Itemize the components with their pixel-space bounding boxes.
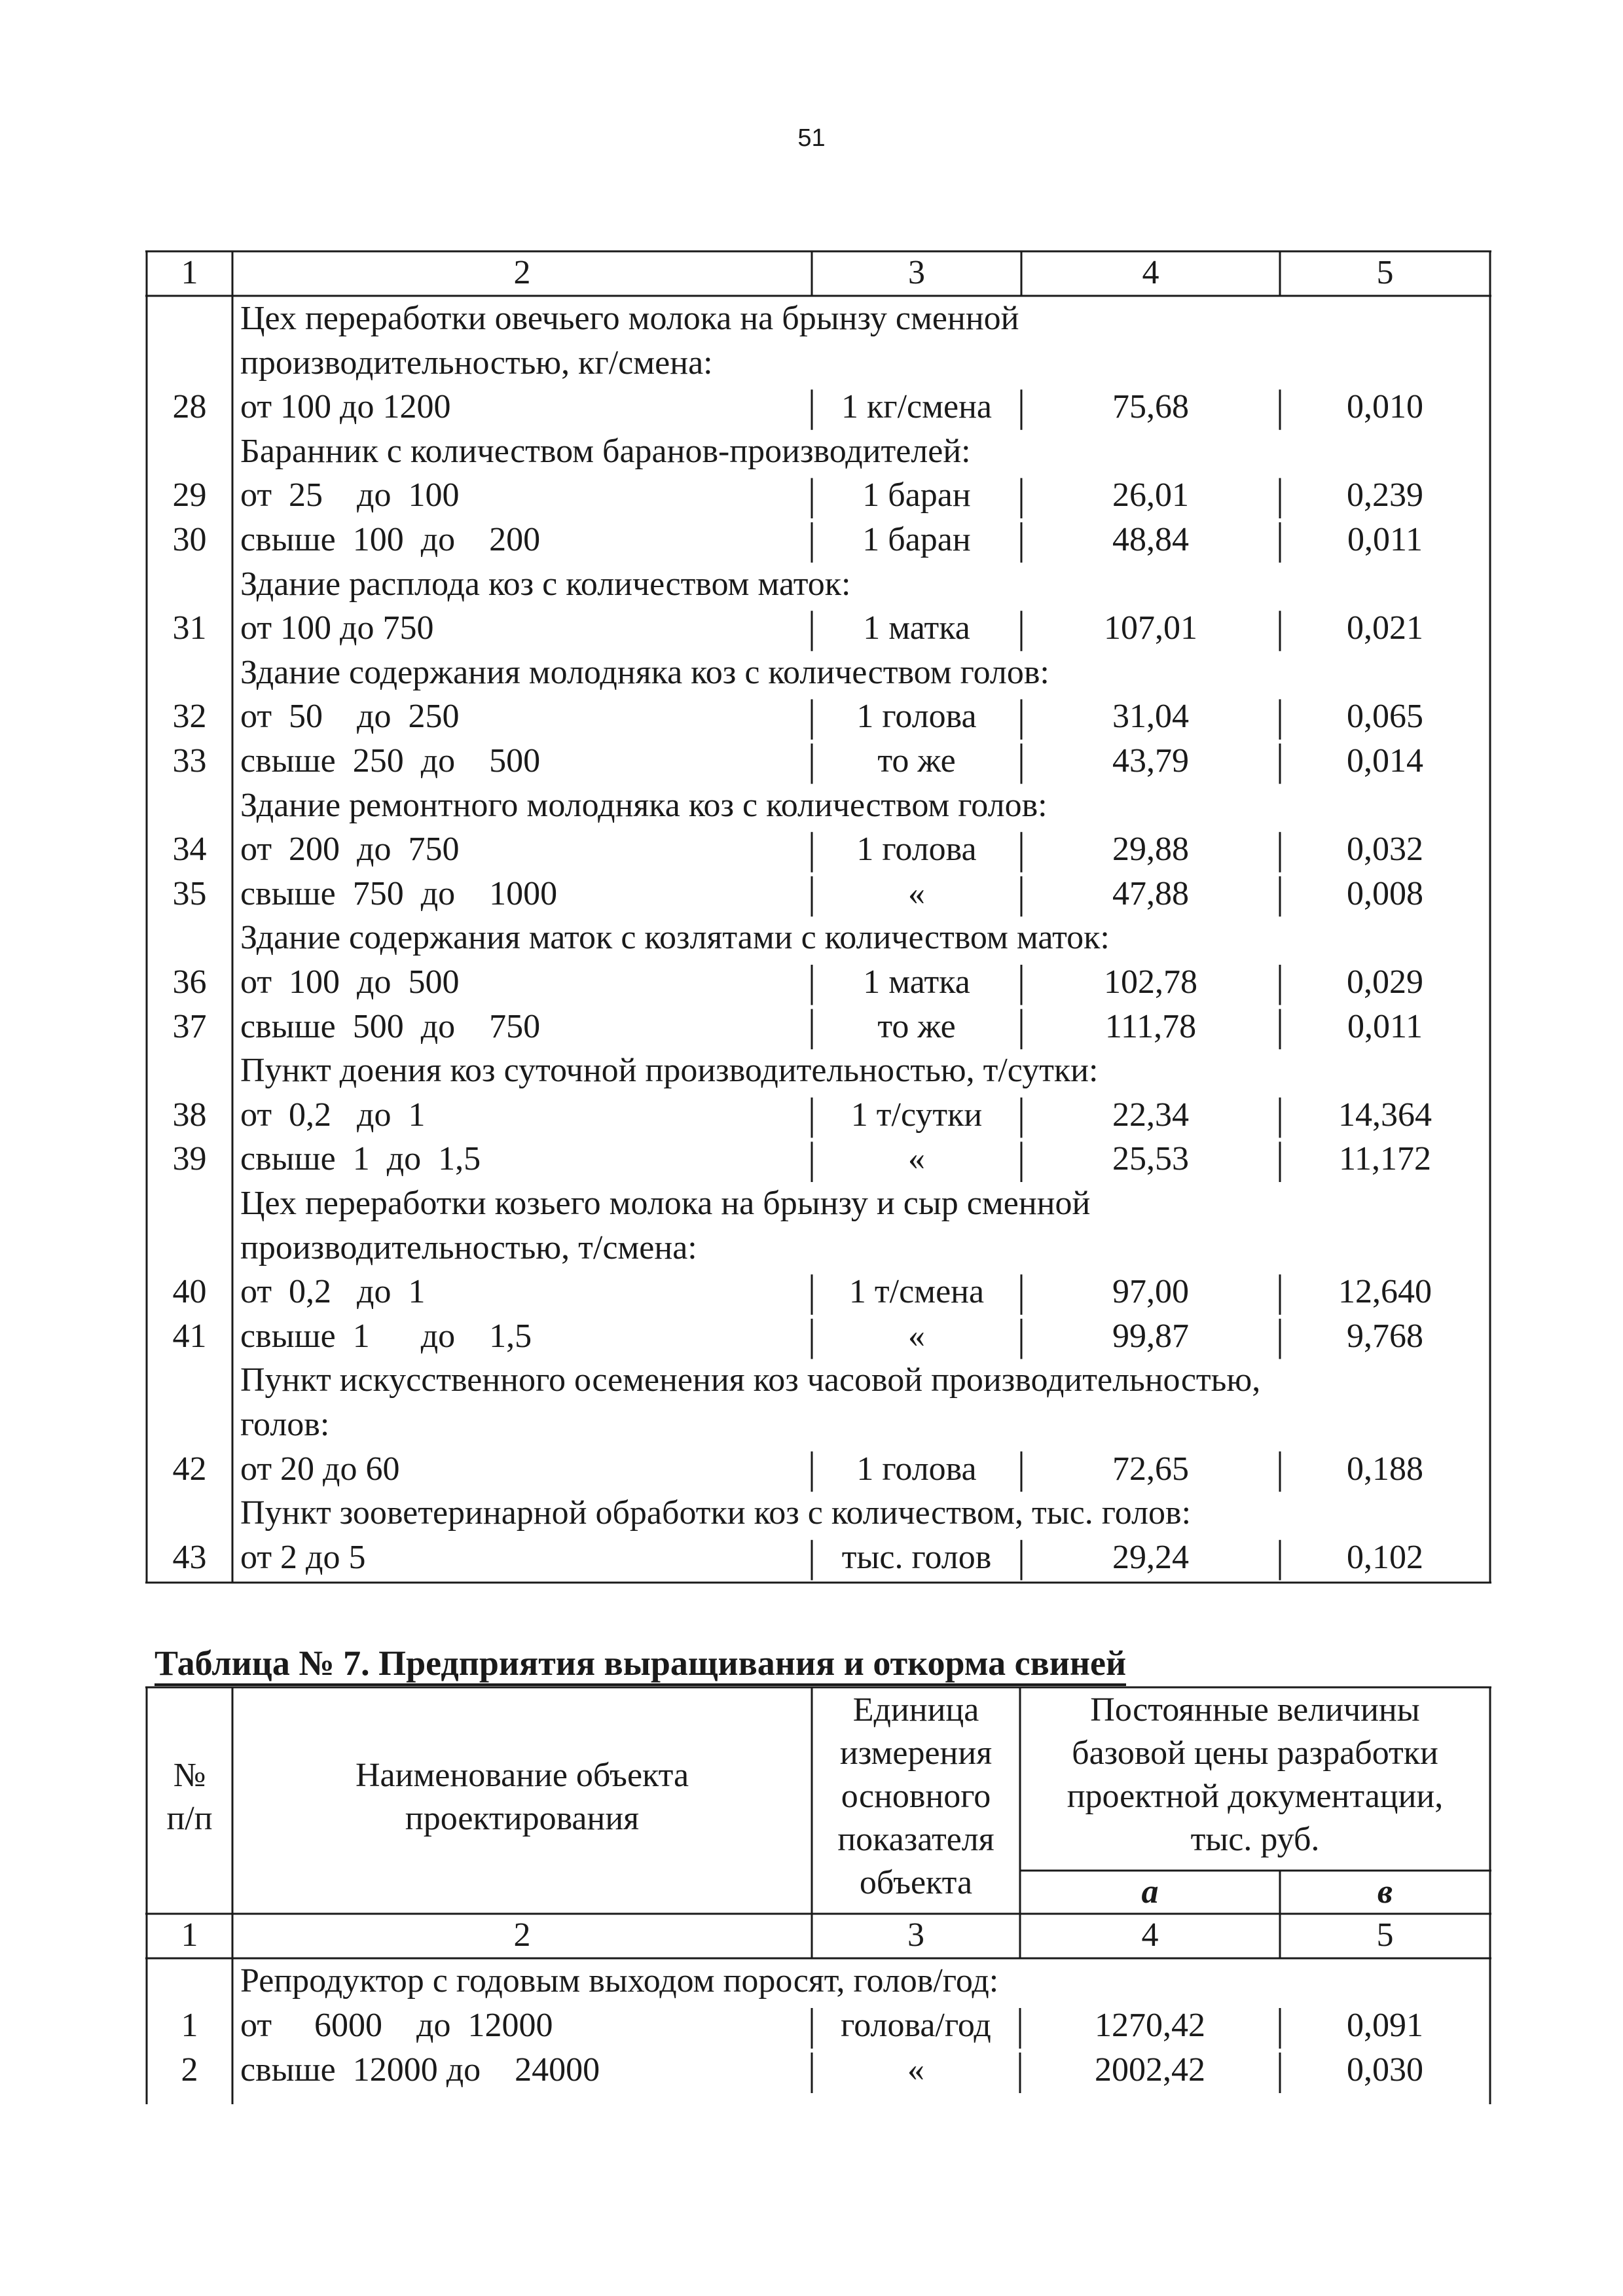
header-col2-line: Наименование объекта: [355, 1757, 689, 1794]
header-col45-line: проектной документации,: [1067, 1778, 1444, 1815]
value-a: 29,88: [1112, 831, 1189, 869]
row-number: 33: [172, 742, 207, 780]
row-number: 30: [172, 521, 207, 558]
unit-of-measure: «: [908, 874, 925, 912]
row-number: 29: [172, 476, 207, 514]
group-heading: Баранник с количеством баранов-производителей:: [240, 432, 971, 470]
group-heading: производительностью, кг/смена:: [240, 344, 713, 382]
value-a: 25,53: [1112, 1140, 1189, 1178]
value-a: 75,68: [1112, 388, 1189, 426]
object-name: от 25 до 100: [240, 476, 460, 514]
value-a: 22,34: [1112, 1096, 1189, 1134]
header-col2: [232, 1754, 812, 1840]
object-name: свыше 1 до 1,5: [240, 1317, 532, 1355]
row-number: 42: [172, 1450, 207, 1488]
value-b: 0,091: [1347, 2007, 1423, 2044]
col-number-1: 1: [181, 254, 198, 291]
header-col5-sub: в: [1377, 1873, 1393, 1910]
value-b: 0,011: [1347, 521, 1423, 558]
col-number-2: 2: [513, 1916, 531, 1954]
value-a: 97,00: [1112, 1273, 1189, 1311]
object-name: свыше 250 до 500: [240, 742, 541, 780]
object-name: от 0,2 до 1: [240, 1096, 426, 1134]
header-col3-line: измерения: [839, 1734, 993, 1772]
value-b: 12,640: [1338, 1273, 1432, 1311]
row-number: 35: [172, 874, 207, 912]
header-col3: [812, 1689, 1020, 1905]
value-b: 0,065: [1347, 698, 1423, 736]
object-name: от 0,2 до 1: [240, 1273, 426, 1311]
unit-of-measure: 1 кг/смена: [841, 388, 992, 426]
row-number: 43: [172, 1538, 207, 1576]
group-heading: Цех переработки овечьего молока на брынзу сменной: [240, 300, 1019, 337]
row-number: 1: [181, 2007, 198, 2044]
row-number: 31: [172, 609, 207, 647]
value-a: 29,24: [1112, 1538, 1189, 1576]
col-number-5: 5: [1376, 254, 1394, 291]
header-col45-line: тыс. руб.: [1190, 1821, 1320, 1858]
header-col45: [1020, 1689, 1490, 1861]
value-b: 0,239: [1347, 476, 1423, 514]
object-name: от 6000 до 12000: [240, 2007, 553, 2044]
col-number-5: 5: [1376, 1916, 1394, 1954]
header-col45-line: Постоянные величины: [1090, 1691, 1420, 1729]
unit-of-measure: 1 голова: [856, 1450, 977, 1488]
unit-of-measure: 1 баран: [862, 476, 971, 514]
header-col1-line: №: [173, 1757, 206, 1794]
group-heading: голов:: [240, 1406, 330, 1443]
row-number: 39: [172, 1140, 207, 1178]
col-number-1: 1: [181, 1916, 198, 1954]
row-number: 38: [172, 1096, 207, 1134]
row-number: 36: [172, 963, 207, 1001]
col-number-4: 4: [1142, 254, 1159, 291]
unit-of-measure: то же: [877, 1007, 956, 1045]
header-col3-line: показателя: [837, 1821, 994, 1858]
unit-of-measure: «: [907, 2051, 924, 2089]
object-name: свыше 12000 до 24000: [240, 2051, 600, 2089]
value-a: 72,65: [1112, 1450, 1189, 1488]
value-b: 11,172: [1338, 1140, 1432, 1178]
header-col45-line: базовой цены разработки: [1072, 1734, 1438, 1772]
value-a: 99,87: [1112, 1317, 1189, 1355]
header-col1: [147, 1754, 232, 1840]
unit-of-measure: голова/год: [841, 2007, 991, 2044]
header-col4-sub: а: [1141, 1873, 1159, 1910]
unit-of-measure: 1 т/смена: [848, 1273, 985, 1311]
value-b: 0,010: [1347, 388, 1423, 426]
row-number: 41: [172, 1317, 207, 1355]
header-col1-line: п/п: [166, 1800, 213, 1837]
unit-of-measure: 1 т/сутки: [850, 1096, 983, 1134]
object-name: от 200 до 750: [240, 831, 460, 869]
object-name: от 100 до 1200: [240, 388, 451, 426]
object-name: от 20 до 60: [240, 1450, 400, 1488]
object-name: от 50 до 250: [240, 698, 460, 736]
value-a: 43,79: [1112, 742, 1189, 780]
group-heading: Репродуктор с годовым выходом поросят, голов/год:: [240, 1962, 999, 2000]
object-name: от 100 до 500: [240, 963, 460, 1001]
row-number: 40: [172, 1273, 207, 1311]
unit-of-measure: 1 матка: [863, 609, 970, 647]
value-a: 107,01: [1104, 609, 1197, 647]
value-b: 0,032: [1347, 831, 1423, 869]
value-a: 48,84: [1112, 521, 1189, 558]
object-name: свыше 500 до 750: [240, 1007, 541, 1045]
object-name: свыше 100 до 200: [240, 521, 541, 558]
header-col3-line: объекта: [859, 1864, 973, 1901]
header-col2-line: проектирования: [405, 1800, 640, 1837]
unit-of-measure: 1 баран: [862, 521, 971, 558]
col-number-2: 2: [513, 254, 531, 291]
col-number-3: 3: [908, 254, 925, 291]
row-number: 34: [172, 831, 207, 869]
value-b: 0,021: [1347, 609, 1423, 647]
value-a: 111,78: [1104, 1007, 1197, 1045]
group-heading: Здание ремонтного молодняка коз с количеством голов:: [240, 786, 1048, 824]
value-a: 1270,42: [1095, 2007, 1205, 2044]
object-name: свыше 750 до 1000: [240, 874, 558, 912]
header-col3-line: основного: [841, 1778, 991, 1815]
unit-of-measure: 1 матка: [863, 963, 970, 1001]
group-heading: производительностью, т/смена:: [240, 1229, 697, 1266]
row-number: 32: [172, 698, 207, 736]
object-name: от 100 до 750: [240, 609, 434, 647]
value-a: 102,78: [1104, 963, 1197, 1001]
unit-of-measure: тыс. голов: [841, 1538, 992, 1576]
group-heading: Пункт доения коз суточной производительностью, т/сутки:: [240, 1052, 1099, 1090]
object-name: от 2 до 5: [240, 1538, 366, 1576]
value-a: 26,01: [1112, 476, 1189, 514]
value-a: 47,88: [1112, 874, 1189, 912]
group-heading: Пункт искусственного осеменения коз часовой производительностью,: [240, 1361, 1261, 1399]
value-b: 0,188: [1347, 1450, 1423, 1488]
unit-of-measure: 1 голова: [856, 831, 977, 869]
unit-of-measure: то же: [877, 742, 956, 780]
value-b: 14,364: [1338, 1096, 1432, 1134]
unit-of-measure: «: [908, 1140, 925, 1178]
value-b: 0,030: [1347, 2051, 1423, 2089]
col-number-4: 4: [1141, 1916, 1159, 1954]
value-b: 0,008: [1347, 874, 1423, 912]
value-a: 31,04: [1112, 698, 1189, 736]
value-b: 0,011: [1347, 1007, 1423, 1045]
row-number: 2: [181, 2051, 198, 2089]
value-a: 2002,42: [1095, 2051, 1205, 2089]
header-col3-line: Единица: [852, 1691, 979, 1729]
row-number: 37: [172, 1007, 207, 1045]
group-heading: Здание содержания маток с козлятами с количеством маток:: [240, 919, 1110, 957]
col-number-3: 3: [907, 1916, 924, 1954]
value-b: 9,768: [1347, 1317, 1423, 1355]
row-number: 28: [172, 388, 207, 426]
group-heading: Цех переработки козьего молока на брынзу и сыр сменной: [240, 1185, 1091, 1222]
group-heading: Пункт зооветеринарной обработки коз с количеством, тыс. голов:: [240, 1494, 1192, 1532]
value-b: 0,014: [1347, 742, 1423, 780]
group-heading: Здание расплода коз с количеством маток:: [240, 565, 851, 603]
object-name: свыше 1 до 1,5: [240, 1140, 481, 1178]
page-number: 51: [797, 124, 826, 152]
value-b: 0,102: [1347, 1538, 1423, 1576]
unit-of-measure: 1 голова: [856, 698, 977, 736]
unit-of-measure: «: [908, 1317, 925, 1355]
table7-title: Таблица № 7. Предприятия выращивания и откорма свиней: [155, 1643, 1126, 1686]
value-b: 0,029: [1347, 963, 1423, 1001]
group-heading: Здание содержания молодняка коз с количеством голов:: [240, 653, 1049, 691]
